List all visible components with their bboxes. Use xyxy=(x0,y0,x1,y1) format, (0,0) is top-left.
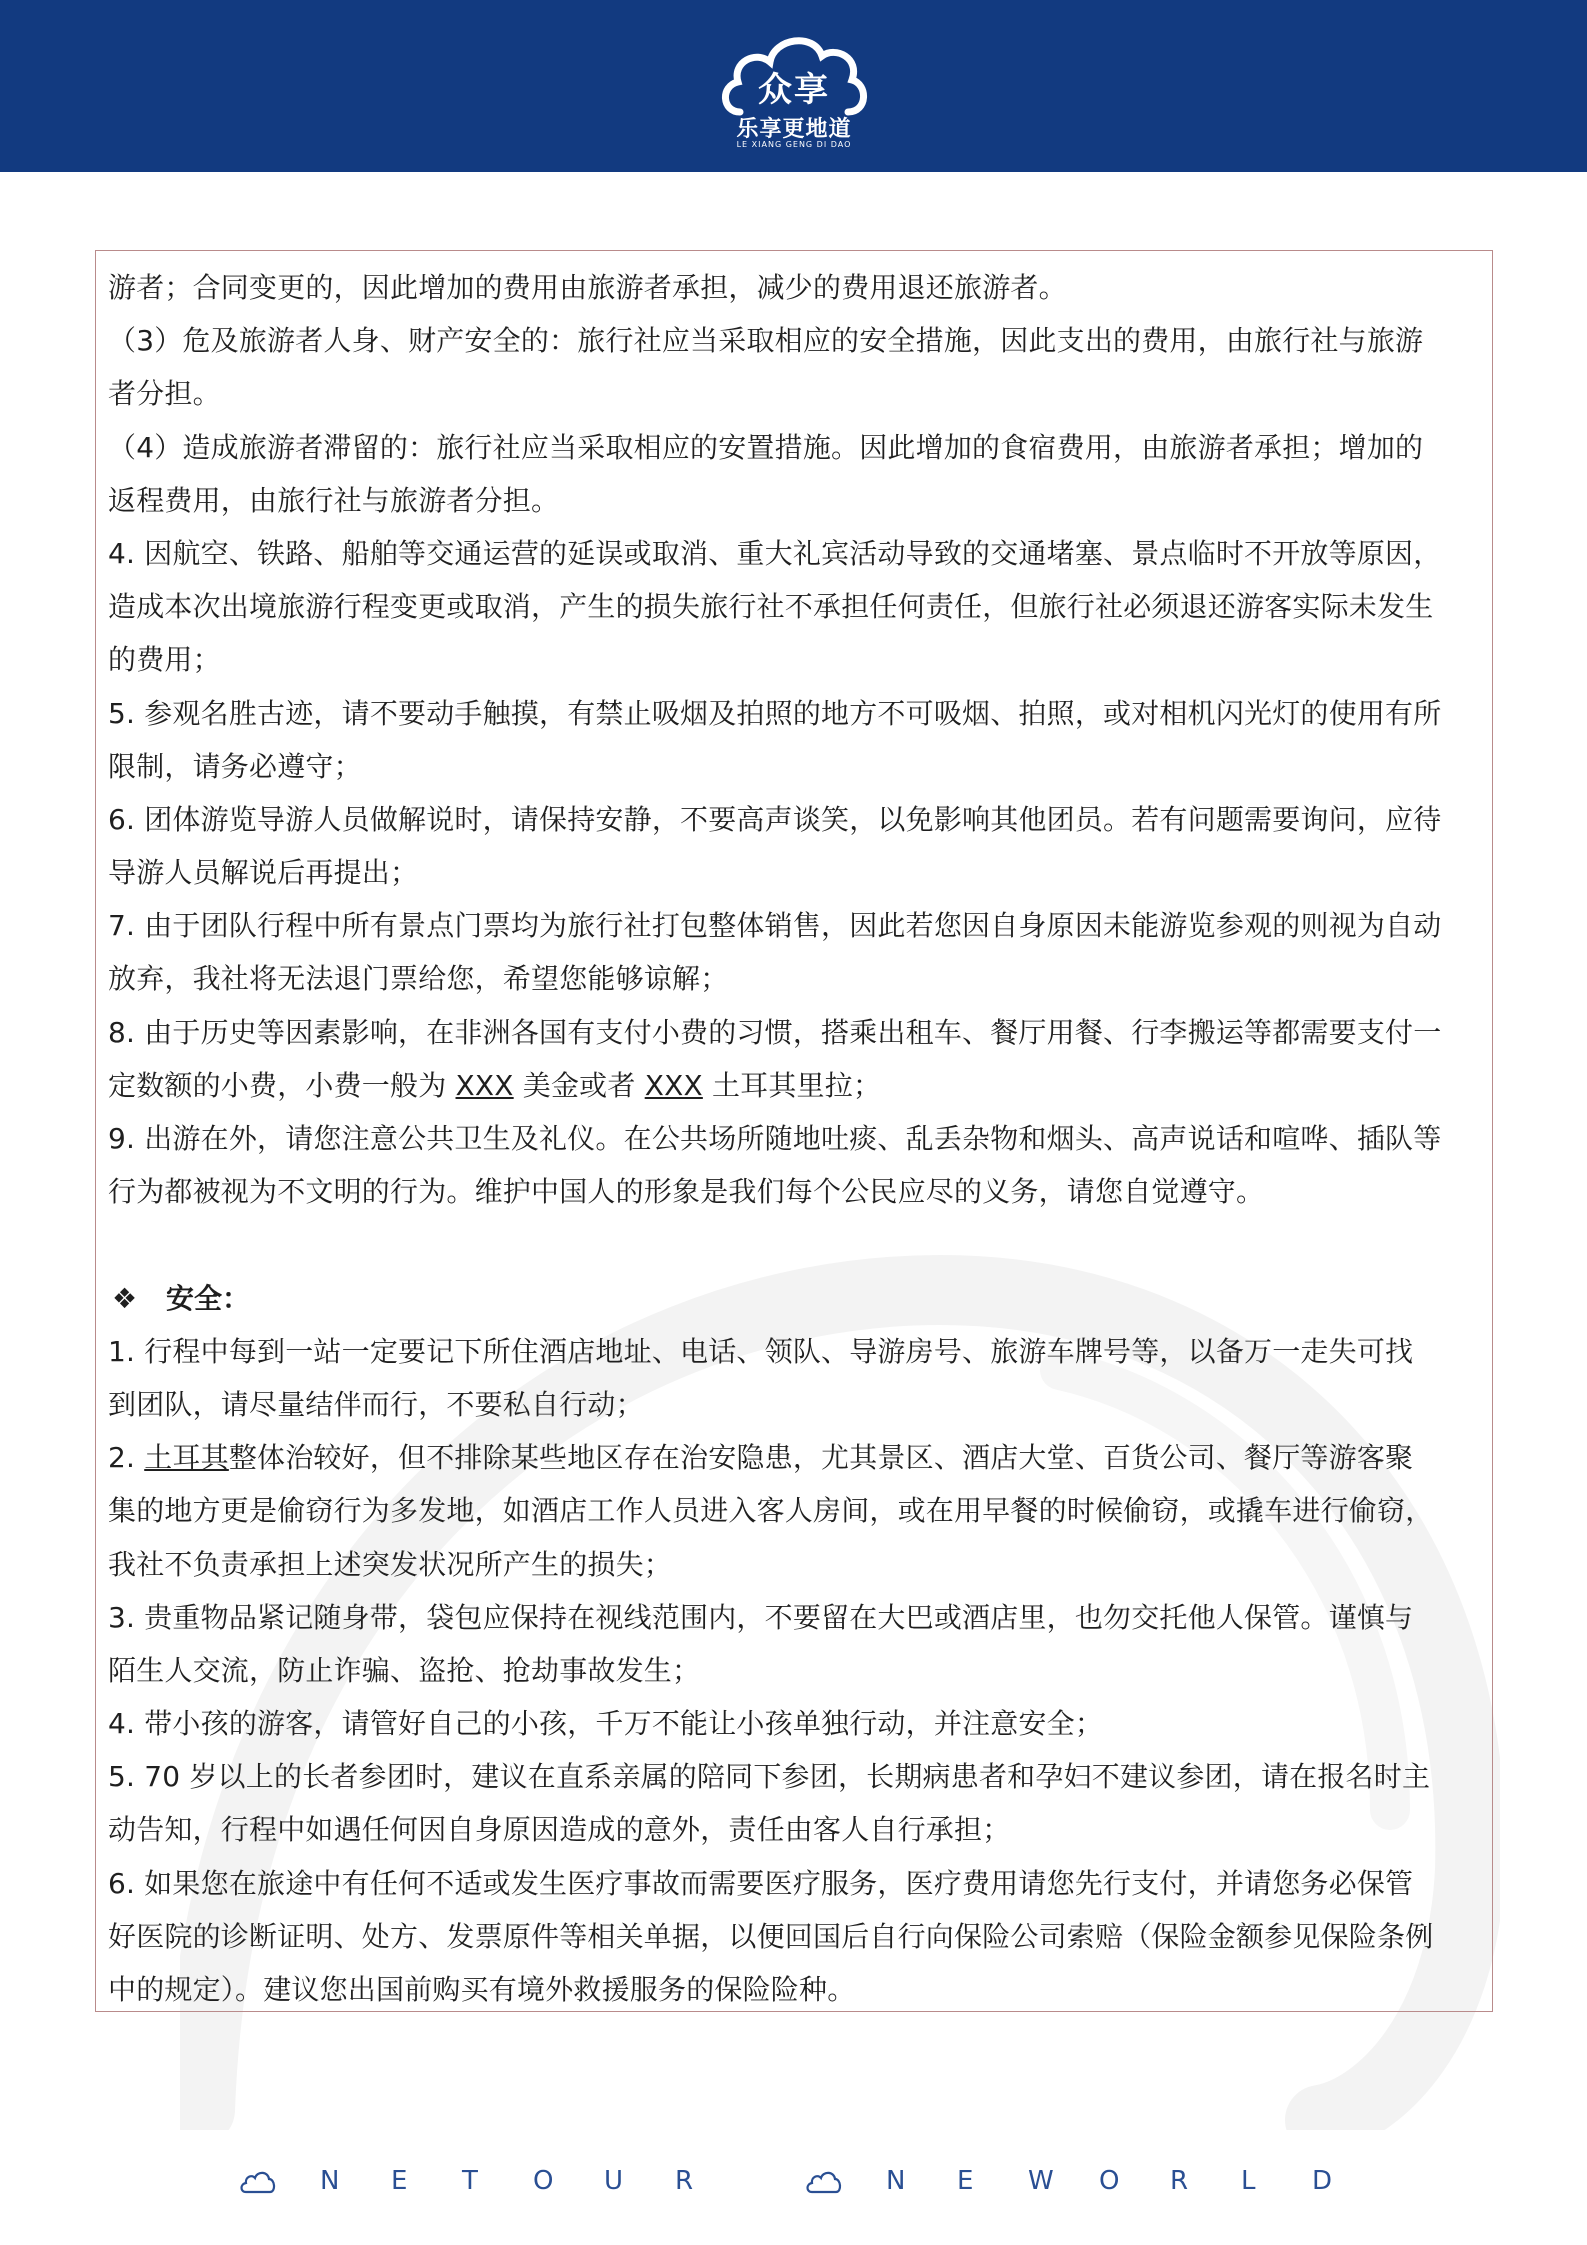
text-line: 行为都被视为不文明的行为。维护中国人的形象是我们每个公民应尽的义务，请您自觉遵守。 xyxy=(108,1175,1265,1209)
text-line: 3. 贵重物品紧记随身带，袋包应保持在视线范围内，不要留在大巴或酒店里，也勿交托他人保管。谨慎与 xyxy=(108,1600,1414,1634)
footer-letter: T xyxy=(462,2166,478,2196)
text-line: 的费用； xyxy=(108,643,221,677)
footer-letter: L xyxy=(1241,2166,1256,2196)
content-box xyxy=(95,250,1493,2012)
footer-letter: U xyxy=(604,2166,624,2196)
text-line: 我社不负责承担上述突发状况所产生的损失； xyxy=(108,1547,673,1581)
diamond-bullet-icon: ❖ xyxy=(112,1281,138,1315)
text-line: 集的地方更是偷窃行为多发地，如酒店工作人员进入客人房间，或在用早餐的时候偷窃，或撬车进行偷窃， xyxy=(108,1494,1434,1528)
logo-main-text: 众享 xyxy=(758,70,830,110)
text-line: 造成本次出境旅游行程变更或取消，产生的损失旅行社不承担任何责任，但旅行社必须退还游客实际未发生 xyxy=(108,590,1434,624)
footer-letter: E xyxy=(957,2166,974,2196)
text-line: 5. 70 岁以上的长者参团时，建议在直系亲属的陪同下参团，长期病患者和孕妇不建议参团，请在报名时主 xyxy=(108,1760,1431,1794)
brand-logo xyxy=(718,24,870,148)
text-line: 动告知，行程中如遇任何因自身原因造成的意外，责任由客人自行承担； xyxy=(108,1813,1011,1847)
notice-lines xyxy=(108,261,1482,1059)
footer-letter: N xyxy=(886,2166,906,2196)
text-line: 4. 带小孩的游客，请管好自己的小孩，千万不能让小孩单独行动，并注意安全； xyxy=(108,1707,1104,1741)
turkey-safety-line: 2. 土耳其整体治较好，但不排除某些地区存在治安隐患，尤其景区、酒店大堂、百货公司、餐厅等游客聚 xyxy=(108,1441,1414,1475)
footer-letter: R xyxy=(1170,2166,1189,2196)
cloud-icon xyxy=(240,2170,276,2196)
safety-lines xyxy=(108,1325,1482,1431)
text-line: 8. 由于历史等因素影响，在非洲各国有支付小费的习惯，搭乘出租车、餐厅用餐、行李搬运等都需要支付一 xyxy=(108,1015,1442,1049)
footer-letter: N xyxy=(320,2166,340,2196)
text-line: 好医院的诊断证明、处方、发票原件等相关单据，以便回国后自行向保险公司索赔（保险金额参见保险条例 xyxy=(108,1919,1434,1953)
footer-letter: D xyxy=(1312,2166,1333,2196)
text-line: 4. 因航空、铁路、船舶等交通运营的延误或取消、重大礼宾活动导致的交通堵塞、景点临时不开放等原因， xyxy=(108,536,1442,570)
text-line: 放弃，我社将无法退门票给您，希望您能够谅解； xyxy=(108,962,729,996)
text-line: （4）造成旅游者滞留的：旅行社应当采取相应的安置措施。因此增加的食宿费用，由旅游者承担；增加的 xyxy=(108,430,1424,464)
text-line: （3）危及旅游者人身、财产安全的：旅行社应当采取相应的安全措施，因此支出的费用，由旅行社与旅游 xyxy=(108,324,1424,358)
text-line: 返程费用，由旅行社与旅游者分担。 xyxy=(108,483,560,517)
footer-letter: E xyxy=(391,2166,408,2196)
text-line: 游者；合同变更的，因此增加的费用由旅游者承担，减少的费用退还旅游者。 xyxy=(108,271,1067,304)
etiquette-lines xyxy=(108,1112,1482,1218)
text-line: 到团队，请尽量结伴而行，不要私自行动； xyxy=(108,1387,644,1421)
spacer xyxy=(108,1218,1482,1271)
footer-letter: R xyxy=(675,2166,694,2196)
text-line: 6. 如果您在旅途中有任何不适或发生医疗事故而需要医疗服务，医疗费用请您先行支付，并请您务必保管 xyxy=(108,1866,1414,1900)
country-name: 土耳其 xyxy=(144,1441,229,1475)
tip-lira-amount: XXX xyxy=(644,1068,703,1102)
text-line: 1. 行程中每到一站一定要记下所住酒店地址、电话、领队、导游房号、旅游车牌号等，以备万一走失可找 xyxy=(108,1334,1414,1368)
footer-letter: O xyxy=(1099,2166,1120,2196)
tip-usd-amount: XXX xyxy=(455,1068,514,1102)
text-line: 6. 团体游览导游人员做解说时，请保持安静，不要高声谈笑，以免影响其他团员。若有问题需要询问，应待 xyxy=(108,802,1442,836)
safety-lines-continued xyxy=(108,1484,1482,2016)
safety-heading: ❖ 安全： xyxy=(108,1272,1482,1325)
footer-letter: W xyxy=(1028,2166,1054,2196)
text-line: 限制，请务必遵守； xyxy=(108,749,362,783)
text-line: 者分担。 xyxy=(108,377,221,411)
text-line: 陌生人交流，防止诈骗、盗抢、抢劫事故发生； xyxy=(108,1653,701,1687)
footer-tagline xyxy=(0,2160,1587,2210)
logo-slogan: 乐享更地道 xyxy=(736,117,852,142)
tip-amount-line: 定数额的小费，小费一般为 XXX 美金或者 XXX 土耳其里拉； xyxy=(108,1068,882,1102)
text-line: 中的规定）。建议您出国前购买有境外救援服务的保险险种。 xyxy=(108,1973,856,2006)
text-line: 7. 由于团队行程中所有景点门票均为旅行社打包整体销售，因此若您因自身原因未能游览参观的则视为自动 xyxy=(108,909,1442,943)
logo-pinyin: LE XIANG GENG DI DAO xyxy=(736,140,852,149)
text-line: 9. 出游在外，请您注意公共卫生及礼仪。在公共场所随地吐痰、乱丢杂物和烟头、高声说话和喧哗、插队等 xyxy=(108,1122,1442,1155)
header-band xyxy=(0,0,1587,172)
text-line: 5. 参观名胜古迹，请不要动手触摸，有禁止吸烟及拍照的地方不可吸烟、拍照，或对相机闪光灯的使用有所 xyxy=(108,696,1442,730)
text-line: 导游人员解说后再提出； xyxy=(108,856,419,890)
footer-letter: O xyxy=(533,2166,554,2196)
cloud-icon xyxy=(806,2170,842,2196)
